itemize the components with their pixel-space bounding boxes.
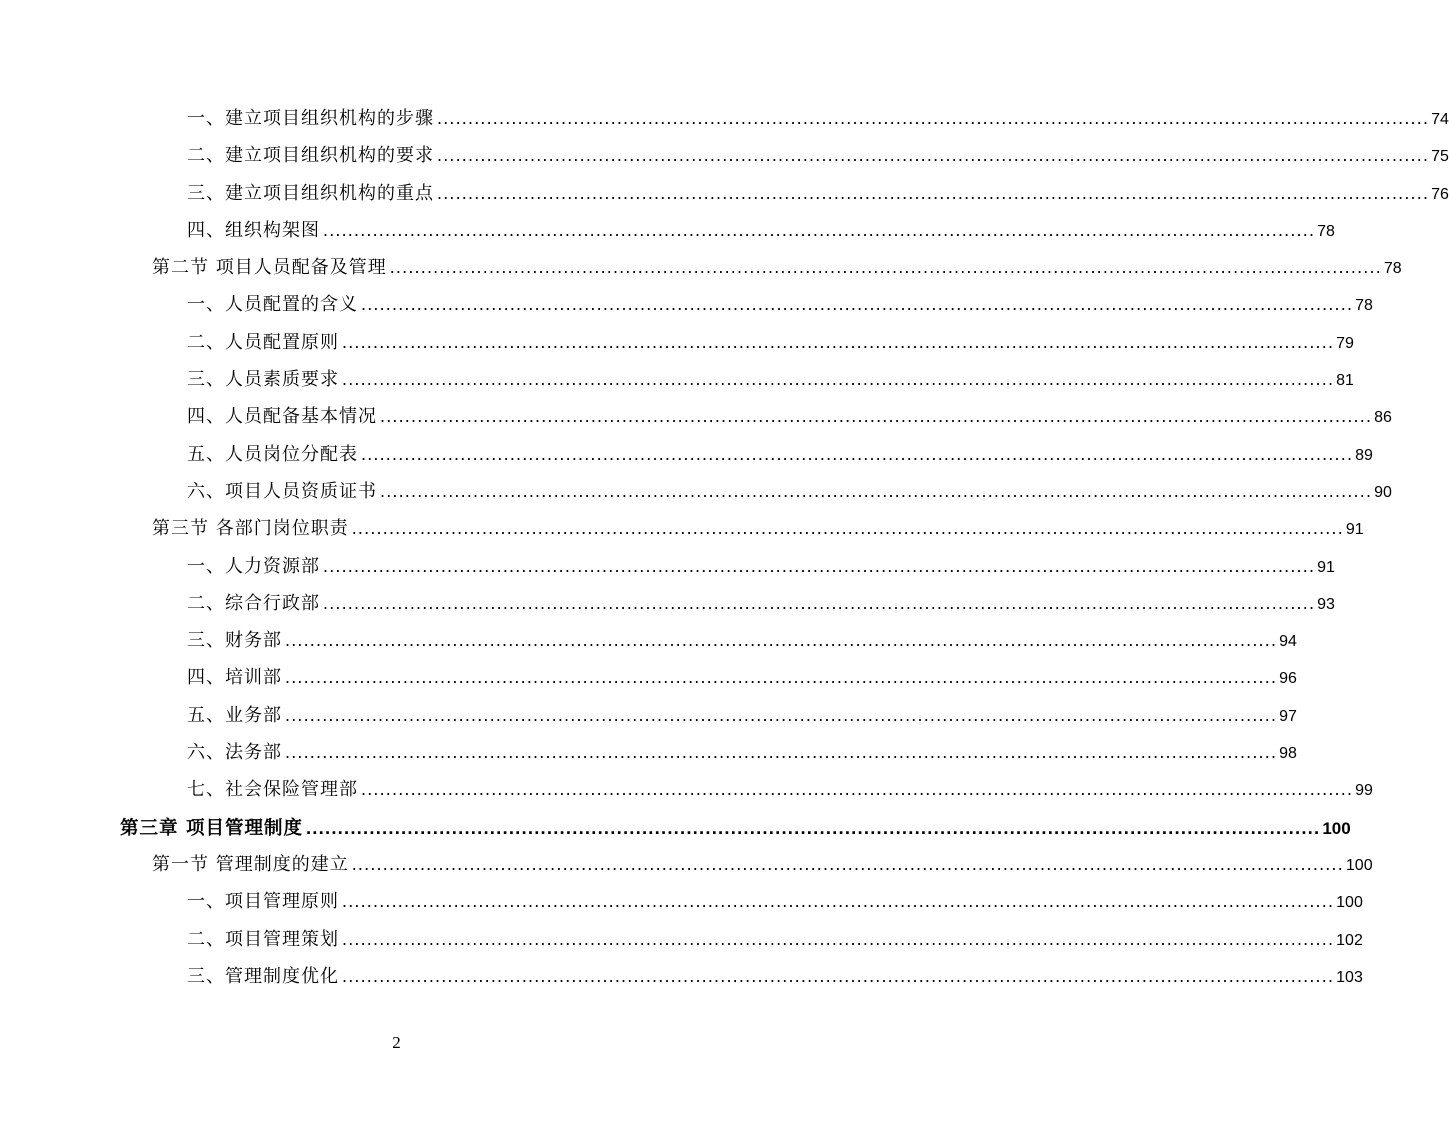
toc-entry-title: 一、项目管理原则 bbox=[187, 891, 339, 913]
toc-entry[interactable] bbox=[120, 846, 1373, 883]
toc-entry[interactable] bbox=[120, 137, 1449, 174]
toc-entry[interactable] bbox=[120, 622, 1297, 659]
toc-entry-page: 86 bbox=[1374, 409, 1392, 427]
toc-entry-title: 二、人员配置原则 bbox=[187, 331, 339, 353]
toc-entry-page: 76 bbox=[1431, 185, 1449, 203]
toc-entry[interactable] bbox=[120, 249, 1402, 286]
toc-entry[interactable] bbox=[120, 436, 1373, 473]
toc-entry[interactable] bbox=[120, 548, 1335, 585]
toc-entry-page: 98 bbox=[1279, 745, 1297, 763]
toc-entry-title: 三、建立项目组织机构的重点 bbox=[187, 182, 434, 204]
toc-entry-title: 一、人力资源部 bbox=[187, 555, 320, 577]
toc-entry-title: 四、人员配备基本情况 bbox=[187, 406, 377, 428]
toc-entry-title: 五、人员岗位分配表 bbox=[187, 443, 358, 465]
toc-entry-page: 93 bbox=[1317, 595, 1335, 613]
toc-entry-page: 94 bbox=[1279, 633, 1297, 651]
toc-entry-title: 第三章 项目管理制度 bbox=[120, 817, 303, 839]
toc-entry[interactable] bbox=[120, 286, 1373, 323]
table-of-contents bbox=[120, 100, 1449, 995]
toc-entry-page: 100 bbox=[1322, 818, 1351, 838]
toc-entry-title: 四、培训部 bbox=[187, 667, 282, 689]
toc-entry[interactable] bbox=[120, 212, 1335, 249]
toc-entry-title: 七、社会保险管理部 bbox=[187, 779, 358, 801]
toc-entry-title: 二、项目管理策划 bbox=[187, 928, 339, 950]
page-number: 2 bbox=[392, 1033, 401, 1052]
toc-entry-title: 一、人员配置的含义 bbox=[187, 294, 358, 316]
toc-entry[interactable] bbox=[120, 958, 1363, 995]
toc-leader-dots: ................................................................................................................................................................ bbox=[285, 630, 1278, 651]
toc-entry-page: 78 bbox=[1355, 297, 1373, 315]
toc-leader-dots: ................................................................................................................................................................ bbox=[342, 965, 1335, 986]
toc-leader-dots: ................................................................................................................................................................ bbox=[361, 443, 1354, 464]
toc-entry[interactable] bbox=[120, 809, 1351, 846]
toc-leader-dots: ................................................................................................................................................................ bbox=[361, 294, 1354, 315]
toc-leader-dots: ................................................................................................................................................................ bbox=[437, 182, 1430, 203]
toc-entry-page: 96 bbox=[1279, 670, 1297, 688]
toc-entry[interactable] bbox=[120, 473, 1392, 510]
toc-leader-dots: ................................................................................................................................................................ bbox=[351, 853, 1344, 874]
toc-leader-dots: ................................................................................................................................................................ bbox=[323, 219, 1316, 240]
toc-entry-page: 97 bbox=[1279, 707, 1297, 725]
toc-leader-dots: ................................................................................................................................................................ bbox=[323, 592, 1316, 613]
toc-entry-page: 81 bbox=[1336, 372, 1354, 390]
toc-entry-page: 91 bbox=[1345, 521, 1364, 539]
toc-entry-title: 第二节 项目人员配备及管理 bbox=[152, 257, 387, 279]
toc-leader-dots: ................................................................................................................................................................ bbox=[351, 518, 1344, 539]
toc-entry[interactable] bbox=[120, 585, 1335, 622]
toc-entry-title: 二、建立项目组织机构的要求 bbox=[187, 145, 434, 167]
toc-entry-page: 78 bbox=[1383, 260, 1402, 278]
toc-entry-title: 三、管理制度优化 bbox=[187, 965, 339, 987]
toc-leader-dots: ................................................................................................................................................................ bbox=[342, 369, 1335, 390]
toc-entry-page: 100 bbox=[1345, 856, 1373, 874]
toc-entry-title: 六、项目人员资质证书 bbox=[187, 480, 377, 502]
toc-entry[interactable] bbox=[120, 175, 1449, 212]
toc-entry-title: 四、组织构架图 bbox=[187, 219, 320, 241]
toc-leader-dots: ................................................................................................................................................................ bbox=[285, 742, 1278, 763]
toc-entry[interactable] bbox=[120, 398, 1392, 435]
toc-entry-page: 79 bbox=[1336, 334, 1354, 352]
toc-leader-dots: ................................................................................................................................................................ bbox=[305, 816, 1321, 838]
toc-entry-page: 102 bbox=[1336, 931, 1363, 949]
toc-entry[interactable] bbox=[120, 324, 1354, 361]
toc-entry-title: 六、法务部 bbox=[187, 742, 282, 764]
toc-entry-page: 78 bbox=[1317, 222, 1335, 240]
toc-entry-title: 五、业务部 bbox=[187, 704, 282, 726]
toc-leader-dots: ................................................................................................................................................................ bbox=[323, 555, 1316, 576]
toc-leader-dots: ................................................................................................................................................................ bbox=[285, 667, 1278, 688]
toc-leader-dots: ................................................................................................................................................................ bbox=[285, 704, 1278, 725]
toc-entry-page: 91 bbox=[1317, 558, 1335, 576]
toc-entry[interactable] bbox=[120, 921, 1363, 958]
toc-entry-title: 三、人员素质要求 bbox=[187, 369, 339, 391]
toc-leader-dots: ................................................................................................................................................................ bbox=[437, 145, 1430, 166]
toc-leader-dots: ................................................................................................................................................................ bbox=[389, 257, 1382, 278]
toc-entry-title: 第一节 管理制度的建立 bbox=[152, 853, 349, 875]
toc-leader-dots: ................................................................................................................................................................ bbox=[437, 108, 1430, 128]
toc-entry[interactable] bbox=[120, 659, 1297, 696]
toc-entry-title: 一、建立项目组织机构的步骤 bbox=[187, 108, 434, 129]
toc-entry-page: 99 bbox=[1355, 782, 1373, 800]
toc-leader-dots: ................................................................................................................................................................ bbox=[380, 480, 1373, 501]
toc-entry-page: 74 bbox=[1431, 111, 1449, 128]
toc-entry-page: 89 bbox=[1355, 446, 1373, 464]
toc-leader-dots: ................................................................................................................................................................ bbox=[342, 331, 1335, 352]
toc-entry[interactable] bbox=[120, 361, 1354, 398]
toc-entry[interactable] bbox=[120, 100, 1449, 137]
toc-entry[interactable] bbox=[120, 510, 1364, 547]
toc-leader-dots: ................................................................................................................................................................ bbox=[342, 928, 1335, 949]
toc-entry-title: 第三节 各部门岗位职责 bbox=[152, 518, 349, 540]
toc-entry[interactable] bbox=[120, 883, 1363, 920]
toc-entry-title: 二、综合行政部 bbox=[187, 592, 320, 614]
toc-entry[interactable] bbox=[120, 697, 1297, 734]
toc-leader-dots: ................................................................................................................................................................ bbox=[342, 891, 1335, 912]
toc-entry[interactable] bbox=[120, 734, 1297, 771]
toc-entry-page: 103 bbox=[1336, 968, 1363, 986]
toc-entry-page: 90 bbox=[1374, 483, 1392, 501]
toc-leader-dots: ................................................................................................................................................................ bbox=[361, 779, 1354, 800]
toc-entry-page: 75 bbox=[1431, 148, 1449, 166]
toc-entry-title: 三、财务部 bbox=[187, 630, 282, 652]
toc-leader-dots: ................................................................................................................................................................ bbox=[380, 406, 1373, 427]
toc-entry-page: 100 bbox=[1336, 894, 1363, 912]
toc-entry[interactable] bbox=[120, 771, 1373, 808]
